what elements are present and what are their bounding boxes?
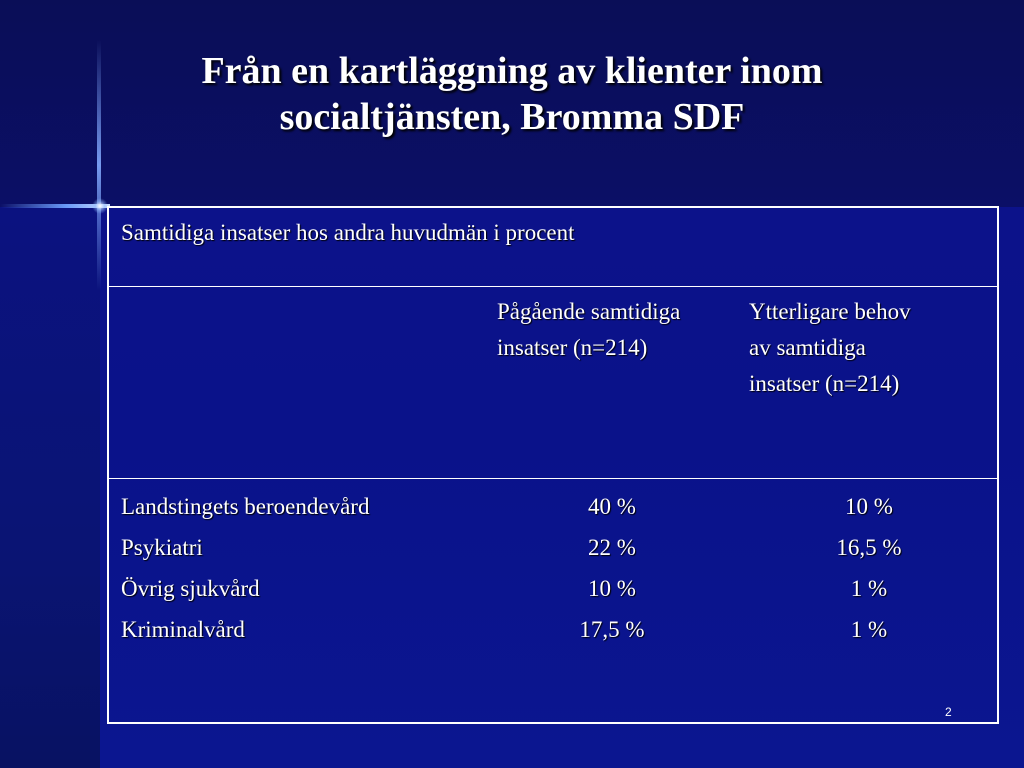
slide-title [140, 48, 884, 140]
column-header-further-need [749, 294, 911, 402]
row-value-ongoing: 22 % [588, 535, 636, 560]
row-value-further-need: 1 % [850, 617, 888, 642]
row-label: Psykiatri [121, 535, 203, 560]
column-header-further-need-line-2: av samtidiga [749, 335, 866, 360]
row-label: Kriminalvård [121, 617, 245, 642]
decorative-vertical-glow [97, 40, 101, 290]
column-header-ongoing [497, 294, 680, 366]
decorative-spark [92, 198, 108, 214]
data-table [107, 206, 999, 724]
slide-title-line-2: socialtjänsten, Bromma SDF [279, 96, 745, 138]
column-header-further-need-line-1: Ytterligare behov [749, 299, 911, 324]
column-header-ongoing-line-2: insatser (n=214) [497, 335, 648, 360]
table-row [109, 531, 997, 572]
row-value-further-need: 16,5 % [836, 535, 902, 560]
table-row [109, 613, 997, 654]
column-header-ongoing-line-1: Pågående samtidiga [497, 299, 681, 324]
table-caption: Samtidiga insatser hos andra huvudmän i procent [121, 220, 575, 245]
table-row [109, 490, 997, 531]
row-value-ongoing: 10 % [588, 576, 636, 601]
slide-title-line-1: Från en kartläggning av klienter inom [201, 50, 823, 92]
background-left-band [0, 207, 100, 768]
row-value-further-need: 10 % [845, 494, 893, 519]
column-header-further-need-line-3: insatser (n=214) [749, 371, 900, 396]
table-divider-header [109, 478, 997, 479]
slide-number: 2 [945, 705, 952, 719]
row-label: Landstingets beroendevård [121, 494, 370, 519]
table-row [109, 572, 997, 613]
row-value-further-need: 1 % [850, 576, 888, 601]
row-value-ongoing: 40 % [588, 494, 636, 519]
row-label: Övrig sjukvård [121, 576, 260, 601]
table-body [109, 490, 997, 654]
row-value-ongoing: 17,5 % [579, 617, 645, 642]
table-divider-caption [109, 286, 997, 287]
